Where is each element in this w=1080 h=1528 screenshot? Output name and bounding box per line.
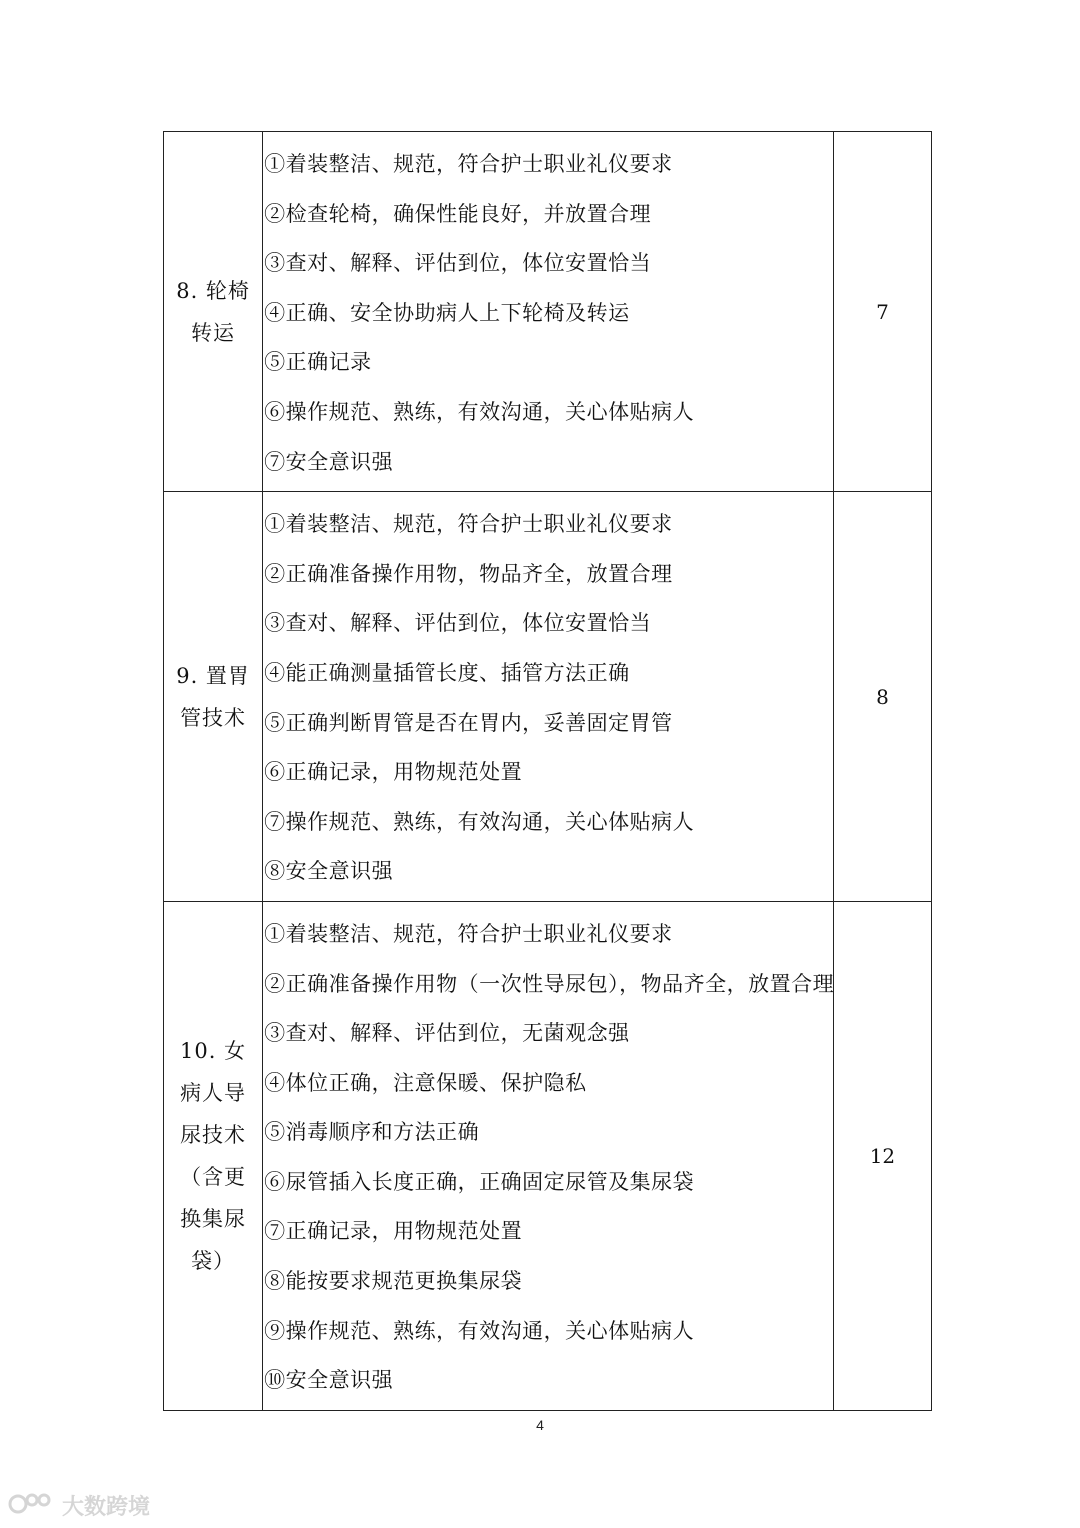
item-name: 10. 女病人导尿技术（含更换集尿袋） [180, 1038, 247, 1273]
item-name: 9. 置胃管技术 [176, 663, 250, 730]
item-name: 8. 轮椅转运 [176, 278, 250, 345]
requirement-item: ⑦正确记录，用物规范处置 [264, 1219, 523, 1244]
requirements-list [263, 132, 833, 491]
requirements-cell [263, 492, 834, 902]
requirement-item: ①着装整洁、规范，符合护士职业礼仪要求 [264, 152, 673, 176]
score-cell: 8 [833, 492, 931, 902]
requirements-cell [263, 901, 834, 1410]
requirement-item: ⑥正确记录，用物规范处置 [264, 760, 523, 785]
requirement-item: ④能正确测量插管长度、插管方法正确 [264, 660, 630, 685]
requirements-list [263, 902, 833, 1410]
requirement-item: ⑥尿管插入长度正确，正确固定尿管及集尿袋 [264, 1169, 695, 1194]
requirement-item: ①着装整洁、规范，符合护士职业礼仪要求 [264, 921, 673, 946]
item-cell [164, 132, 263, 492]
requirement-item: ②检查轮椅，确保性能良好，并放置合理 [264, 201, 652, 226]
requirements-list [263, 492, 833, 901]
score-cell: 12 [833, 901, 931, 1410]
requirement-item: ①着装整洁、规范，符合护士职业礼仪要求 [264, 512, 673, 537]
requirements-cell [263, 132, 834, 492]
requirement-item: ⑥操作规范、熟练，有效沟通，关心体贴病人 [264, 399, 695, 424]
requirement-item: ③查对、解释、评估到位，无菌观念强 [264, 1021, 630, 1046]
requirement-item: ②正确准备操作用物（一次性导尿包），物品齐全，放置合理 [264, 971, 835, 996]
requirement-item: ⑨操作规范、熟练，有效沟通，关心体贴病人 [264, 1318, 695, 1343]
item-cell [164, 492, 263, 902]
brand-logo-icon [8, 1491, 56, 1521]
score-cell: 7 [833, 132, 931, 492]
requirement-item: ⑤正确判断胃管是否在胃内，妥善固定胃管 [264, 710, 673, 735]
requirement-item: ⑤消毒顺序和方法正确 [264, 1120, 480, 1145]
watermark [8, 1490, 150, 1521]
requirement-item: ⑤正确记录 [264, 350, 372, 375]
watermark-text: 大数跨境 [62, 1495, 151, 1520]
table-row [164, 901, 932, 1410]
requirement-item: ⑦安全意识强 [264, 449, 394, 474]
requirement-item: ④正确、安全协助病人上下轮椅及转运 [264, 300, 630, 325]
requirement-item: ②正确准备操作用物，物品齐全，放置合理 [264, 561, 673, 586]
requirement-item: ③查对、解释、评估到位，体位安置恰当 [264, 611, 652, 636]
requirement-item: ③查对、解释、评估到位，体位安置恰当 [264, 251, 652, 276]
page-number: 4 [536, 1417, 544, 1433]
requirement-item: ④体位正确，注意保暖、保护隐私 [264, 1070, 587, 1095]
item-cell [164, 901, 263, 1410]
requirement-item: ⑩安全意识强 [264, 1368, 394, 1393]
table-row [164, 492, 932, 902]
requirement-item: ⑦操作规范、熟练，有效沟通，关心体贴病人 [264, 809, 695, 834]
requirement-item: ⑧安全意识强 [264, 859, 394, 884]
skills-table [163, 131, 932, 1411]
requirement-item: ⑧能按要求规范更换集尿袋 [264, 1269, 523, 1294]
table-row [164, 132, 932, 492]
table-body [164, 132, 932, 1411]
